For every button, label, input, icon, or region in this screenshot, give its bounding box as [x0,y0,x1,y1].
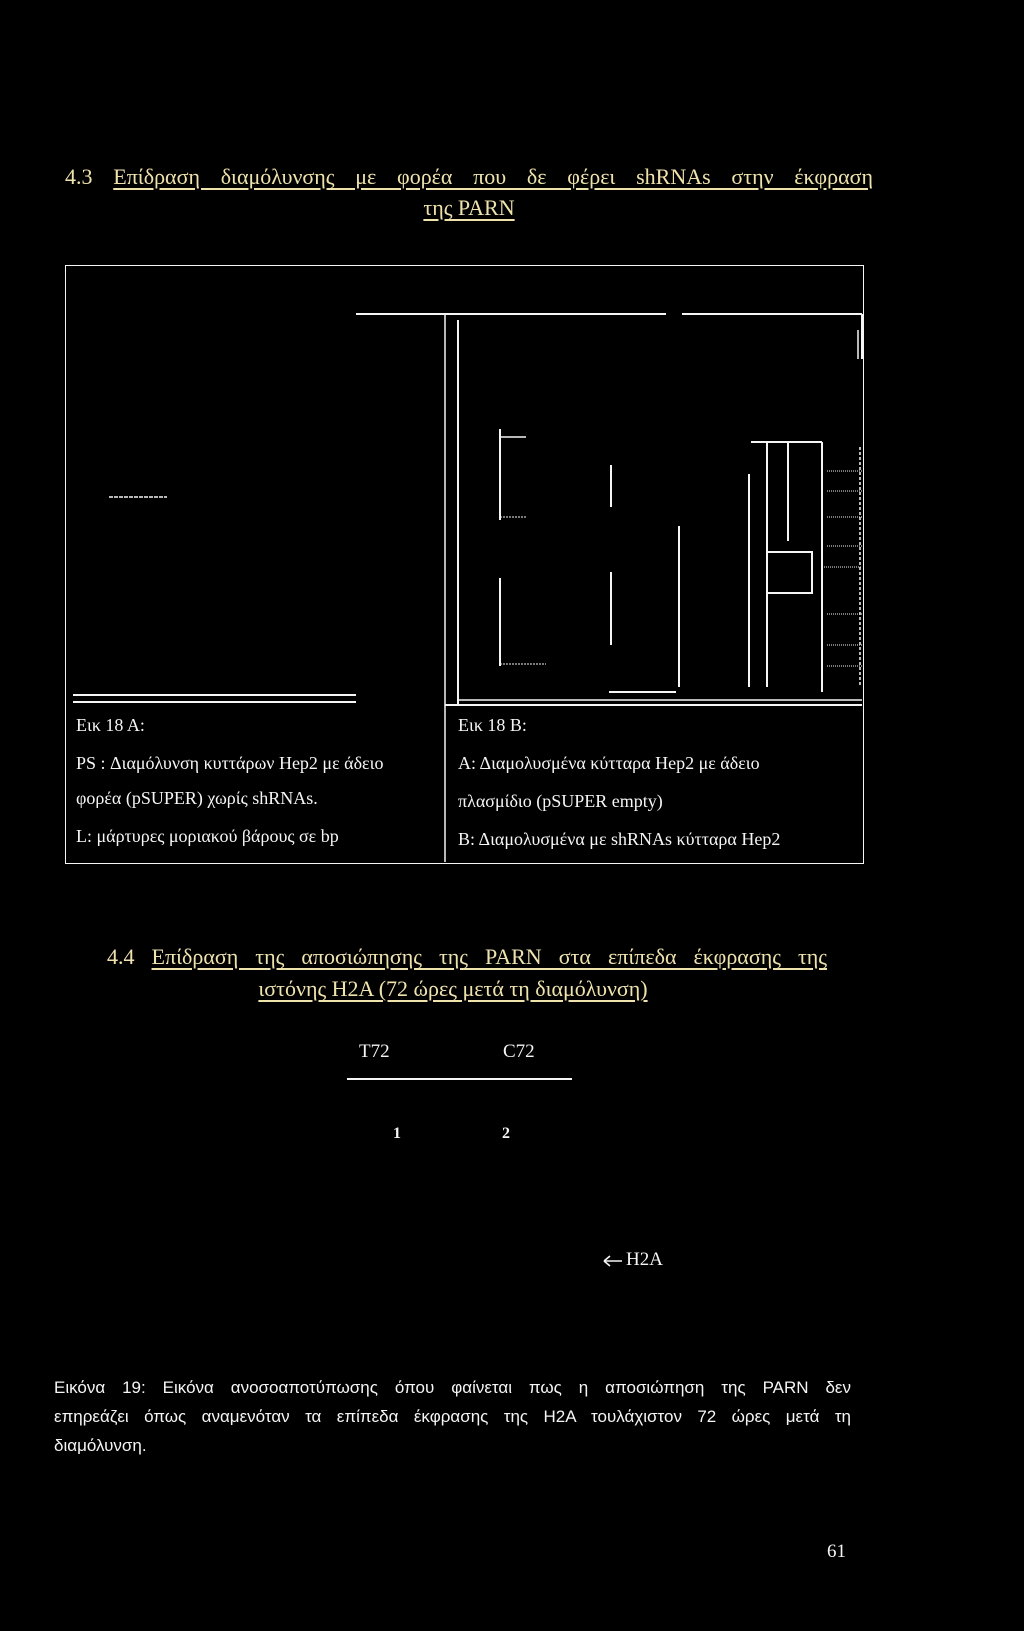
figure-18a-caption-line: φορέα (pSUPER) χωρίς shRNAs. [76,788,318,808]
lane-number-2: 2 [502,1125,510,1142]
section-44-number: 4.4 [107,944,135,969]
figure-18a-label: Εικ 18 Α: [76,715,145,735]
figure-18a-caption-line: L: μάρτυρες μοριακού βάρους σε bp [76,826,339,846]
lane-header-underline [347,1078,572,1080]
figure-18b-caption-line: πλασμίδιο (pSUPER empty) [458,791,663,811]
figure-18b-caption-line: Β: Διαμολυσμένα με shRNAs κύτταρα Hep2 [458,829,781,849]
figure-18b-label: Εικ 18 Β: [458,715,527,735]
page-number: 61 [827,1541,846,1562]
figure-19-caption-line: διαμόλυνση. [54,1436,147,1455]
section-44-heading-line2 [216,975,690,1003]
left-arrow-icon [602,1254,622,1266]
section-44-title-cont: ιστόνης H2A (72 ώρες μετά τη διαμόλυνση) [258,976,648,1001]
gel-band [767,552,812,593]
section-43-title: Επίδραση διαμόλυνσης με φορέα που δε φέρει shRNAs στην έκφραση [113,164,873,189]
section-43-number: 4.3 [65,164,93,189]
section-44-title: Επίδραση της αποσιώπησης της PARN στα επίπεδα έκφρασης της [151,944,827,969]
figure-18b-caption-line: Α: Διαμολυσμένα κύτταρα Hep2 με άδειο [458,753,760,773]
section-43-title-cont: της PARN [423,195,515,220]
figure-19-caption-line: Εικόνα 19: Εικόνα ανοσοαποτύπωσης όπου φαίνεται πως η αποσιώπηση της PARN δεν [54,1378,851,1397]
band-label-h2a: H2A [626,1249,663,1270]
figure-19-caption-line: επηρεάζει όπως αναμενόταν τα επίπεδα έκφρασης της H2A τουλάχιστον 72 ώρες μετά τη [54,1407,851,1426]
gel-image-18b [356,314,862,862]
section-44-heading-line1 [107,943,827,971]
lane-header-c72: C72 [503,1041,535,1062]
lane-header-t72: T72 [359,1041,390,1062]
figure-18a-caption-line: PS : Διαμόλυνση κυττάρων Hep2 με άδειο [76,753,384,773]
gel-image-18a [73,497,356,702]
lane-number-1: 1 [393,1125,401,1142]
band-marker [602,1248,663,1271]
